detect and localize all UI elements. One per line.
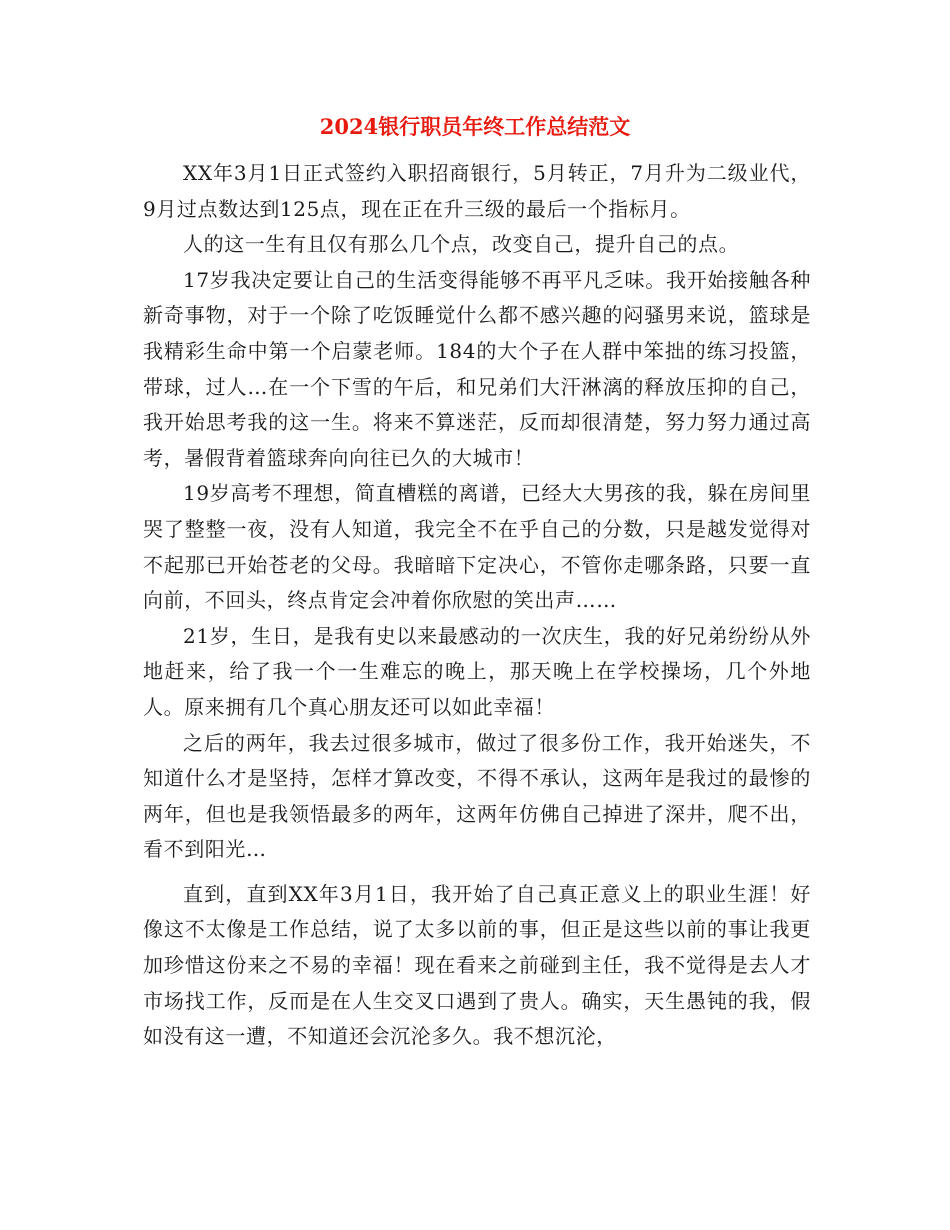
paragraph-6: 之后的两年，我去过很多城市，做过了很多份工作，我开始迷失，不知道什么才是坚持，怎样才算改变，不得不承认，这两年是我过的最惨的两年，但也是我领悟最多的两年，这两年仿佛自己掉进了深井，爬不出，看不到阳光…	[143, 730, 811, 862]
document-title: 2024银行职员年终工作总结范文	[319, 114, 631, 139]
paragraph-1: XX年3月1日正式签约入职招商银行，5月转正，7月升为二级业代，9月过点数达到125点，现在正在升三级的最后一个指标月。	[143, 161, 811, 221]
paragraph-5: 21岁，生日，是我有史以来最感动的一次庆生，我的好兄弟纷纷从外地赶来，给了我一个一生难忘的晚上，那天晚上在学校操场，几个外地人。原来拥有几个真心朋友还可以如此幸福！	[143, 623, 811, 719]
paragraph-3: 17岁我决定要让自己的生活变得能够不再平凡乏味。我开始接触各种新奇事物，对于一个除了吃饭睡觉什么都不感兴趣的闷骚男来说，篮球是我精彩生命中第一个启蒙老师。184的大个子在人群中笨拙的练习投篮，带球，过人…在一个下雪的午后，和兄弟们大汗淋漓的释放压抑的自己，我开始思考我的这一生。将来不算迷茫，反而却很清楚，努力努力通过高考，暑假背着篮球奔向向往已久的大城市！	[143, 267, 811, 470]
paragraph-7: 直到，直到XX年3月1日，我开始了自己真正意义上的职业生涯！好像这不太像是工作总结，说了太多以前的事，但正是这些以前的事让我更加珍惜这份来之不易的幸福！现在看来之前碰到主任，我不觉得是去人才市场找工作，反而是在人生交叉口遇到了贵人。确实，天生愚钝的我，假如没有这一遭，不知道还会沉沦多久。我不想沉沦，	[143, 881, 811, 1049]
document-body	[143, 156, 811, 1055]
paragraph-4: 19岁高考不理想，简直槽糕的离谱，已经大大男孩的我，躲在房间里哭了整整一夜，没有人知道，我完全不在乎自己的分数，只是越发觉得对不起那已开始苍老的父母。我暗暗下定决心，不管你走哪条路，只要一直向前，不回头，终点肯定会冲着你欣慰的笑出声……	[143, 481, 811, 613]
paragraph-2: 人的这一生有且仅有那么几个点，改变自己，提升自己的点。	[183, 232, 740, 257]
